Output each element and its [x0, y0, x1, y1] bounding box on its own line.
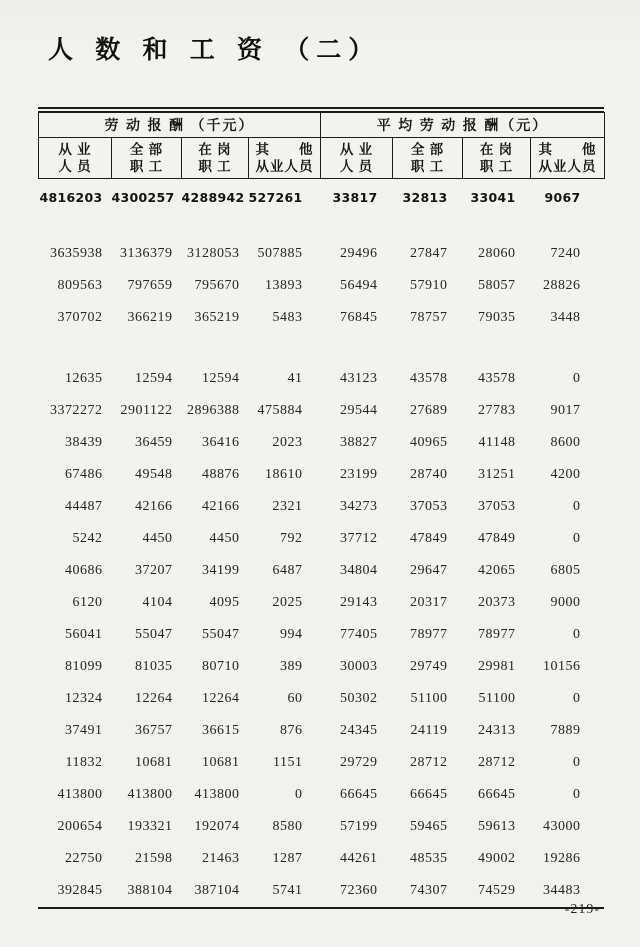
cell: 55047	[202, 627, 240, 642]
group-header-row	[39, 113, 605, 138]
cell: 12264	[135, 691, 173, 706]
cell: 32813	[402, 190, 448, 205]
cell: 10156	[543, 659, 581, 674]
cell: 44487	[65, 499, 103, 514]
cell: 59465	[410, 819, 448, 834]
cell: 4288942	[181, 190, 245, 205]
cell: 80710	[202, 659, 240, 674]
cell: 413800	[194, 787, 240, 802]
cell: 389	[280, 659, 303, 674]
cell: 193321	[127, 819, 173, 834]
cell: 9000	[550, 595, 581, 610]
cell: 3448	[550, 310, 581, 325]
cell: 4104	[142, 595, 173, 610]
cell: 40965	[410, 435, 448, 450]
cell: 0	[573, 691, 581, 706]
cell: 43123	[340, 371, 378, 386]
column-header-other-employed: 其 他 从业人员	[531, 138, 605, 179]
statistics-table	[38, 107, 604, 909]
cell: 29729	[340, 755, 378, 770]
cell: 6120	[72, 595, 103, 610]
cell: 2025	[272, 595, 303, 610]
cell: 29981	[478, 659, 516, 674]
table-row	[39, 779, 605, 811]
cell: 0	[573, 627, 581, 642]
cell: 42166	[135, 499, 173, 514]
column-header-employed: 从 业 人 员	[321, 138, 393, 179]
column-header-all-staff: 全 部 职 工	[393, 138, 463, 179]
cell: 51100	[478, 691, 516, 706]
table-row	[39, 619, 605, 651]
cell: 28712	[410, 755, 448, 770]
cell: 40686	[65, 563, 103, 578]
cell: 4816203	[39, 190, 103, 205]
table-row	[39, 683, 605, 715]
cell: 33817	[332, 190, 378, 205]
spacer-cell	[39, 216, 605, 238]
cell: 29647	[410, 563, 448, 578]
cell: 48535	[410, 851, 448, 866]
cell: 34273	[340, 499, 378, 514]
cell: 57199	[340, 819, 378, 834]
cell: 66645	[410, 787, 448, 802]
cell: 5242	[72, 531, 103, 546]
page-title: 人 数 和 工 资 （二）	[48, 37, 381, 64]
total-row	[39, 179, 605, 217]
cell: 66645	[478, 787, 516, 802]
table-row	[39, 459, 605, 491]
cell: 12264	[202, 691, 240, 706]
table-row	[39, 715, 605, 747]
cell: 797659	[127, 278, 173, 293]
column-header-on-post-staff: 在 岗 职 工	[182, 138, 249, 179]
cell: 41	[287, 371, 303, 386]
spacer-row	[39, 334, 605, 363]
cell: 475884	[257, 403, 303, 418]
cell: 34199	[202, 563, 240, 578]
cell: 20317	[410, 595, 448, 610]
cell: 4450	[209, 531, 240, 546]
cell: 4200	[550, 467, 581, 482]
cell: 0	[295, 787, 303, 802]
column-header-employed: 从 业 人 员	[39, 138, 112, 179]
column-header-row	[39, 138, 605, 179]
table-row	[39, 843, 605, 875]
cell: 21463	[202, 851, 240, 866]
cell: 11832	[65, 755, 103, 770]
cell: 994	[280, 627, 303, 642]
table-row	[39, 270, 605, 302]
cell: 29749	[410, 659, 448, 674]
cell: 30003	[340, 659, 378, 674]
cell: 56494	[340, 278, 378, 293]
cell: 27847	[410, 246, 448, 261]
cell: 37053	[478, 499, 516, 514]
cell: 6487	[272, 563, 303, 578]
cell: 74529	[478, 883, 516, 898]
cell: 81035	[135, 659, 173, 674]
cell: 4450	[142, 531, 173, 546]
cell: 7889	[550, 723, 581, 738]
table-row	[39, 238, 605, 270]
cell: 28740	[410, 467, 448, 482]
cell: 9067	[544, 190, 581, 205]
cell: 10681	[202, 755, 240, 770]
group-header-labor-pay: 劳 动 报 酬 （千元）	[39, 113, 321, 138]
table-row	[39, 747, 605, 779]
cell: 78977	[410, 627, 448, 642]
cell: 78757	[410, 310, 448, 325]
cell: 366219	[127, 310, 173, 325]
cell: 37207	[135, 563, 173, 578]
cell: 21598	[135, 851, 173, 866]
table-row	[39, 523, 605, 555]
cell: 28712	[478, 755, 516, 770]
cell: 392845	[57, 883, 103, 898]
cell: 22750	[65, 851, 103, 866]
cell: 36459	[135, 435, 173, 450]
cell: 1151	[273, 755, 303, 770]
cell: 12324	[65, 691, 103, 706]
cell: 44261	[340, 851, 378, 866]
cell: 3372272	[50, 403, 103, 418]
cell: 1287	[272, 851, 303, 866]
cell: 527261	[248, 190, 303, 205]
cell: 4300257	[111, 190, 175, 205]
cell: 20373	[478, 595, 516, 610]
cell: 795670	[194, 278, 240, 293]
cell: 19286	[543, 851, 581, 866]
cell: 29544	[340, 403, 378, 418]
cell: 28060	[478, 246, 516, 261]
column-header-all-staff: 全 部 职 工	[112, 138, 182, 179]
cell: 6805	[550, 563, 581, 578]
cell: 36416	[202, 435, 240, 450]
cell: 507885	[257, 246, 303, 261]
cell: 2896388	[187, 403, 240, 418]
cell: 0	[573, 755, 581, 770]
cell: 3128053	[187, 246, 240, 261]
cell: 24119	[410, 723, 448, 738]
cell: 3635938	[50, 246, 103, 261]
cell: 55047	[135, 627, 173, 642]
table-row	[39, 491, 605, 523]
cell: 51100	[410, 691, 448, 706]
cell: 9017	[550, 403, 581, 418]
cell: 7240	[550, 246, 581, 261]
table-row	[39, 555, 605, 587]
cell: 809563	[57, 278, 103, 293]
cell: 43000	[543, 819, 581, 834]
table-row	[39, 427, 605, 459]
cell: 0	[573, 531, 581, 546]
table-row	[39, 651, 605, 683]
cell: 387104	[194, 883, 240, 898]
cell: 10681	[135, 755, 173, 770]
cell: 42065	[478, 563, 516, 578]
cell: 47849	[410, 531, 448, 546]
table-row	[39, 811, 605, 843]
table-header	[39, 113, 605, 179]
cell: 200654	[57, 819, 103, 834]
cell: 79035	[478, 310, 516, 325]
cell: 413800	[127, 787, 173, 802]
cell: 18610	[265, 467, 303, 482]
cell: 72360	[340, 883, 378, 898]
cell: 29496	[340, 246, 378, 261]
cell: 57910	[410, 278, 448, 293]
cell: 77405	[340, 627, 378, 642]
cell: 37053	[410, 499, 448, 514]
table-row	[39, 302, 605, 334]
table-row	[39, 363, 605, 395]
table-bottom-rule	[38, 907, 604, 909]
cell: 38439	[65, 435, 103, 450]
cell: 27689	[410, 403, 448, 418]
cell: 413800	[57, 787, 103, 802]
data-table	[38, 112, 605, 907]
cell: 192074	[194, 819, 240, 834]
cell: 2321	[272, 499, 303, 514]
cell: 4095	[209, 595, 240, 610]
cell: 41148	[478, 435, 516, 450]
cell: 48876	[202, 467, 240, 482]
cell: 81099	[65, 659, 103, 674]
table-row	[39, 875, 605, 907]
cell: 31251	[478, 467, 516, 482]
cell: 76845	[340, 310, 378, 325]
cell: 36757	[135, 723, 173, 738]
cell: 37491	[65, 723, 103, 738]
column-header-other-employed: 其 他 从业人员	[249, 138, 321, 179]
cell: 66645	[340, 787, 378, 802]
spacer-cell	[39, 334, 605, 363]
page-number: -219-	[564, 902, 600, 917]
cell: 27783	[478, 403, 516, 418]
table-body	[39, 179, 605, 908]
cell: 24345	[340, 723, 378, 738]
cell: 37712	[340, 531, 378, 546]
cell: 33041	[470, 190, 516, 205]
cell: 5741	[272, 883, 303, 898]
cell: 29143	[340, 595, 378, 610]
cell: 12635	[65, 371, 103, 386]
cell: 13893	[265, 278, 303, 293]
cell: 36615	[202, 723, 240, 738]
cell: 47849	[478, 531, 516, 546]
cell: 5483	[272, 310, 303, 325]
cell: 876	[280, 723, 303, 738]
cell: 3136379	[120, 246, 173, 261]
cell: 58057	[478, 278, 516, 293]
cell: 78977	[478, 627, 516, 642]
cell: 370702	[57, 310, 103, 325]
cell: 42166	[202, 499, 240, 514]
cell: 59613	[478, 819, 516, 834]
table-row	[39, 395, 605, 427]
cell: 49548	[135, 467, 173, 482]
cell: 28826	[543, 278, 581, 293]
group-header-average-pay: 平 均 劳 动 报 酬（元）	[321, 113, 605, 138]
spacer-row	[39, 216, 605, 238]
cell: 8580	[272, 819, 303, 834]
cell: 60	[287, 691, 303, 706]
cell: 2901122	[120, 403, 173, 418]
cell: 34804	[340, 563, 378, 578]
cell: 8600	[550, 435, 581, 450]
cell: 49002	[478, 851, 516, 866]
cell: 74307	[410, 883, 448, 898]
cell: 67486	[65, 467, 103, 482]
cell: 388104	[127, 883, 173, 898]
cell: 0	[573, 787, 581, 802]
cell: 0	[573, 499, 581, 514]
cell: 0	[573, 371, 581, 386]
cell: 2023	[272, 435, 303, 450]
cell: 23199	[340, 467, 378, 482]
cell: 12594	[135, 371, 173, 386]
table-row	[39, 587, 605, 619]
cell: 34483	[543, 883, 581, 898]
column-header-on-post-staff: 在 岗 职 工	[463, 138, 531, 179]
cell: 12594	[202, 371, 240, 386]
cell: 38827	[340, 435, 378, 450]
cell: 43578	[410, 371, 448, 386]
cell: 24313	[478, 723, 516, 738]
cell: 56041	[65, 627, 103, 642]
cell: 365219	[194, 310, 240, 325]
cell: 43578	[478, 371, 516, 386]
cell: 50302	[340, 691, 378, 706]
cell: 792	[280, 531, 303, 546]
